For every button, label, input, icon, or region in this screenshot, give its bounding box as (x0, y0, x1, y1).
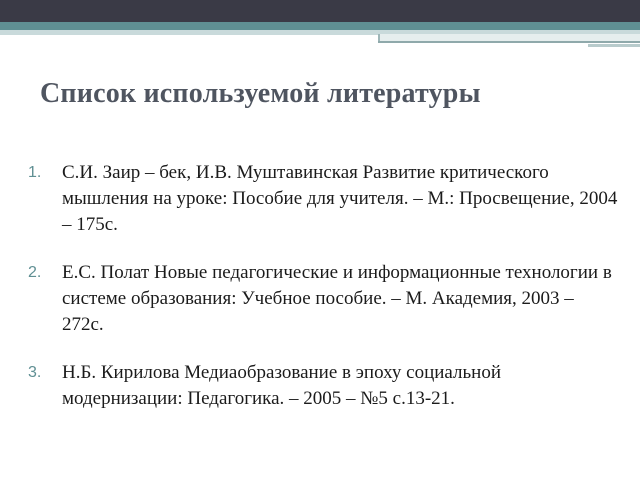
header-dark-bar (0, 0, 640, 22)
reference-list (28, 160, 618, 434)
accent-line-middle (378, 41, 640, 43)
header-accent (378, 34, 640, 48)
reference-text: Е.С. Полат Новые педагогические и информационные технологии в системе образования: Учебное пособие. – М. Академия, 2003 – 272с. (62, 262, 612, 335)
reference-item-3 (28, 360, 618, 412)
reference-text: С.И. Заир – бек, И.В. Муштавинская Развитие критического мышления на уроке: Пособие для учителя. – М.: Просвещение, 2004 – 175с. (62, 162, 618, 235)
reference-item-2 (28, 260, 618, 338)
accent-line-bottom (588, 44, 640, 47)
reference-number: 1. (28, 164, 42, 181)
accent-line-top (378, 34, 640, 41)
header-teal-bar (0, 22, 640, 30)
reference-number: 3. (28, 364, 42, 381)
reference-text: Н.Б. Кирилова Медиаобразование в эпоху социальной модернизации: Педагогика. – 2005 – №5 с.13-21. (62, 362, 501, 409)
slide-title: Список используемой литературы (40, 78, 481, 109)
reference-number: 2. (28, 264, 42, 281)
reference-item-1 (28, 160, 618, 238)
